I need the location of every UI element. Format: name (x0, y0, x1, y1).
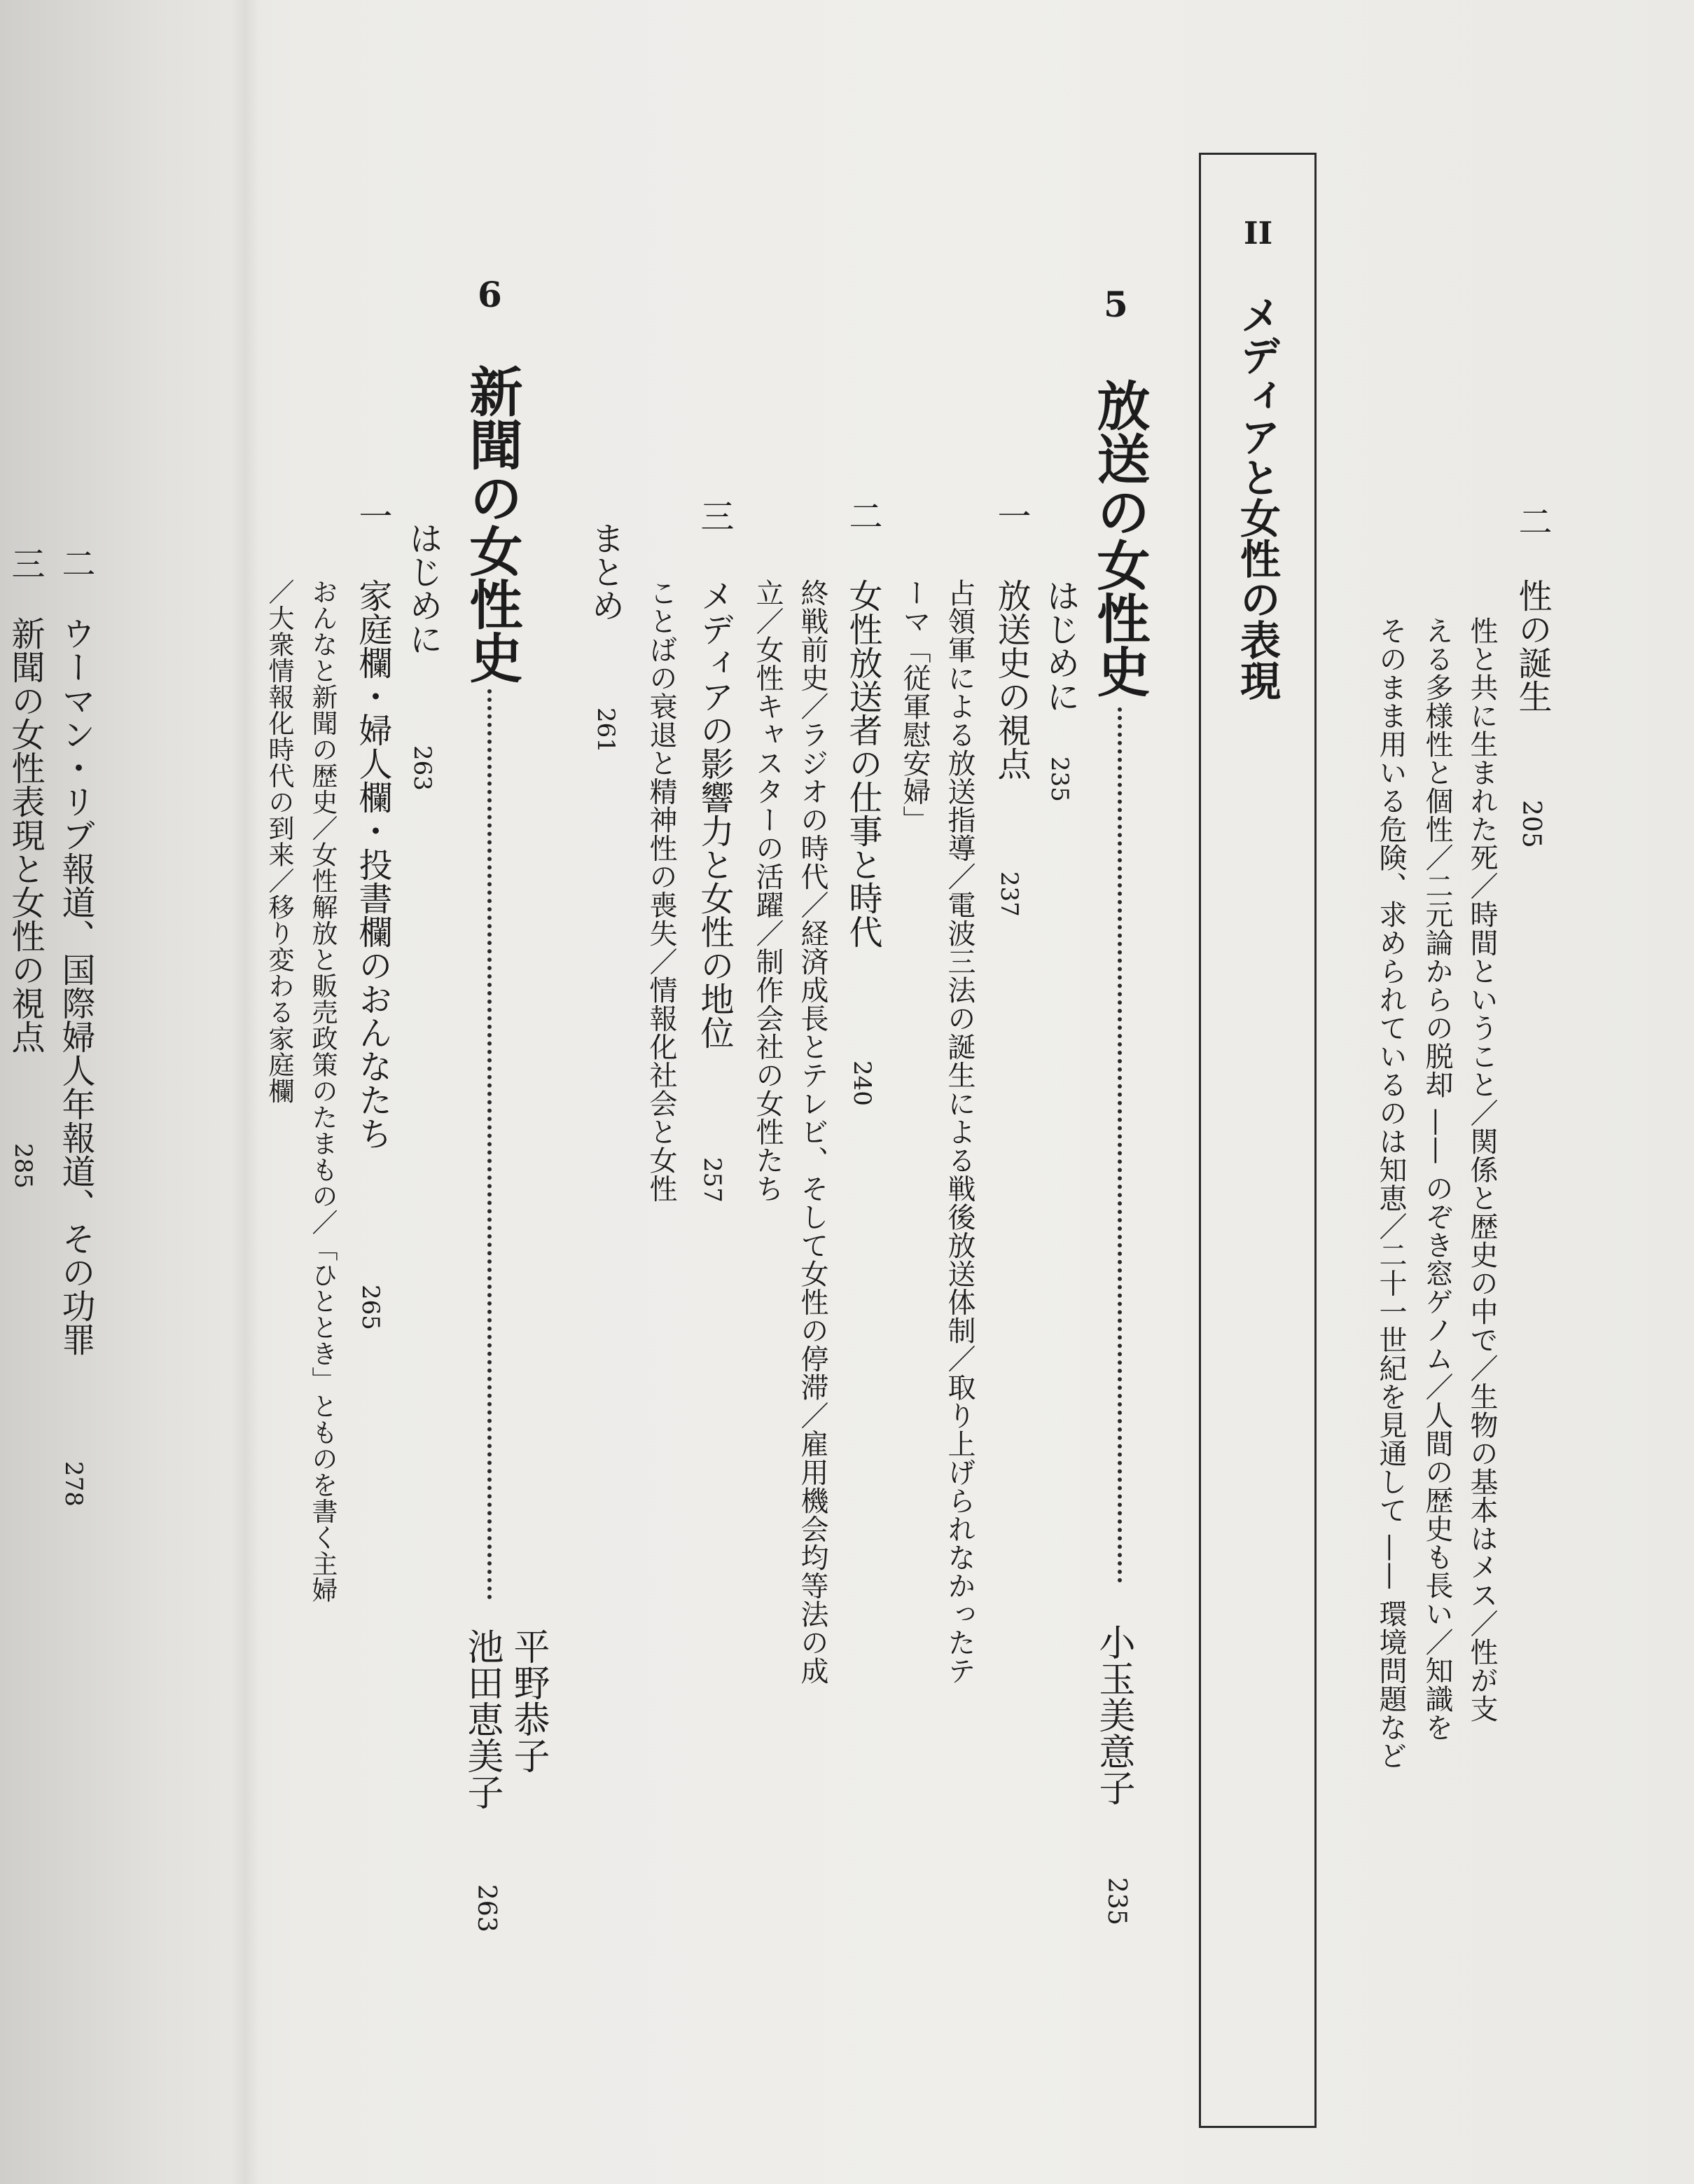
prev-summary-line-1: 性と共に生まれた死／時間ということ／関係と歴史の中で／生物の基本はメス／性が支 (1466, 616, 1498, 1723)
chapter6-page: 263 (472, 1884, 501, 1933)
page-gutter (231, 0, 259, 2184)
ch5-summary-5: ことばの衰退と精神性の喪失／情報化社会と女性 (645, 579, 677, 1203)
ch5-summary-1: 占領軍による放送指導／電波三法の誕生による戦後放送体制／取り上げられなかったテ (943, 579, 976, 1685)
ch5-item-3-marker: 二 (843, 499, 882, 532)
ch5-item-4-marker: 三 (695, 499, 734, 532)
chapter6-leader-dots (487, 689, 492, 1600)
ch5-item-2-page: 237 (995, 871, 1023, 917)
ch5-summary-3: 終戦前史／ラジオの時代／経済成長とテレビ、そして女性の停滞／雇用機会均等法の成 (796, 579, 828, 1685)
ch5-item-1-title: はじめに (1041, 579, 1080, 713)
prev-section-title: 性の誕生 (1513, 579, 1552, 713)
ch5-item-2-marker: 一 (992, 499, 1031, 532)
prev-summary-line-3: そのまま用いる危険、求められているのは知恵／二十一世紀を見通して —— 環境問題など (1375, 616, 1407, 1770)
ch6-item-2-page: 265 (356, 1285, 384, 1330)
chapter6-author-1: 平野恭子 (507, 1628, 549, 1774)
prev-section-marker: 二 (1513, 504, 1552, 538)
ch6-item-3-marker: 二 (56, 546, 95, 580)
ch5-item-4-page: 257 (698, 1157, 726, 1203)
ch6-item-2-marker: 一 (353, 499, 392, 532)
ch5-item-3-title: 女性放送者の仕事と時代 (843, 579, 882, 948)
chapter5-author: 小玉美意子 (1092, 1624, 1134, 1806)
ch6-item-1-page: 263 (408, 745, 436, 791)
ch5-summary-4: 立／女性キャスターの活躍／制作会社の女性たち (751, 579, 784, 1203)
chapter5-page: 235 (1102, 1877, 1131, 1926)
chapter6-number: 6 (478, 274, 502, 315)
chapter6-author-2: 池田恵美子 (461, 1628, 503, 1810)
ch6-summary-1: おんなと新聞の歴史／女性解放と販売政策のたまもの／「ひととき」とものを書く主婦 (307, 579, 338, 1603)
ch6-item-2-title: 家庭欄・婦人欄・投書欄のおんなたち (353, 579, 392, 1150)
ch6-item-4-title: 新聞の女性表現と女性の視点 (6, 616, 45, 1053)
ch6-item-1-title: はじめに (403, 521, 443, 656)
ch5-item-3-page: 240 (848, 1060, 876, 1106)
ch5-item-1-page: 235 (1046, 756, 1074, 802)
ch6-summary-2: ／大衆情報化時代の到来／移り変わる家庭欄 (264, 579, 294, 1104)
chapter5-leader-dots (1118, 707, 1122, 1583)
ch6-item-4-page: 285 (9, 1143, 37, 1189)
part-title: メディアと女性の表現 (1233, 294, 1281, 700)
ch6-item-3-page: 278 (60, 1461, 88, 1507)
ch6-item-3-title: ウーマン・リブ報道、国際婦人年報道、その功罪 (56, 616, 95, 1356)
chapter5-title: 放送の女性史 (1088, 378, 1151, 698)
prev-summary-line-2: える多様性と個性／二元論からの脱却 —— のぞき窓ゲノム／人間の歴史も長い／知識を (1421, 616, 1453, 1741)
chapter5-number: 5 (1104, 284, 1128, 325)
part-numeral: II (1244, 216, 1273, 251)
ch5-summary-2: ーマ「従軍慰安婦」 (898, 579, 931, 834)
prev-section-page: 205 (1517, 800, 1546, 848)
ch5-item-4-title: メディアの影響力と女性の地位 (695, 579, 734, 1049)
ch5-item-5-title: まとめ (585, 521, 625, 622)
chapter6-title: 新聞の女性史 (461, 364, 523, 684)
ch5-item-2-title: 放送史の視点 (992, 579, 1031, 780)
ch6-item-4-marker: 三 (6, 546, 45, 580)
ch5-item-5-page: 261 (592, 707, 620, 753)
